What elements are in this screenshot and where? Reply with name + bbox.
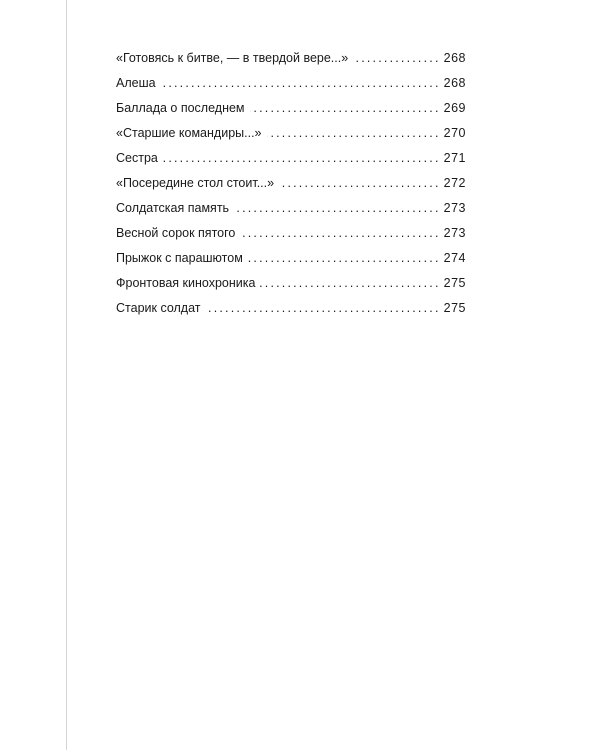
toc-dot-leader [234,201,441,215]
toc-entry-page: 273 [443,226,466,240]
toc-entry [116,151,466,176]
toc-entry [116,51,466,76]
toc-entry [116,101,466,126]
toc-dot-leader [267,126,441,140]
toc-entry-page: 271 [443,151,466,165]
toc-entry [116,226,466,251]
toc-dot-leader [240,226,440,240]
toc-dot-leader [163,151,441,165]
toc-entry [116,251,466,276]
toc-entry-title: Алеша [116,76,156,90]
toc-entry-title: Старик солдат [116,301,201,315]
page-edge-divider [66,0,67,750]
toc-entry-page: 272 [443,176,466,190]
toc-dot-leader [206,301,441,315]
toc-entry [116,176,466,201]
toc-dot-leader [353,51,440,65]
toc-entry-page: 268 [443,76,466,90]
toc-entry-page: 268 [443,51,466,65]
toc-entry-title: Фронтовая кинохроника [116,276,256,290]
toc-entry-page: 275 [443,276,466,290]
toc-entry-title: Солдатская память [116,201,230,215]
toc-dot-leader [279,176,441,190]
table-of-contents [116,51,466,326]
toc-entry-page: 275 [443,301,466,315]
toc-entry-title: «Готовясь к битве, — в твердой вере...» [116,51,349,65]
toc-dot-leader [161,76,441,90]
toc-dot-leader [248,251,441,265]
toc-entry [116,76,466,101]
toc-entry [116,276,466,301]
toc-entry-page: 270 [443,126,466,140]
toc-entry-title: «Посередине стол стоит...» [116,176,275,190]
toc-dot-leader [260,276,440,290]
toc-entry-title: Баллада о последнем [116,101,245,115]
toc-entry-page: 273 [443,201,466,215]
toc-entry-title: Сестра [116,151,158,165]
toc-dot-leader [250,101,441,115]
toc-entry [116,301,466,326]
toc-entry-title: Прыжок с парашютом [116,251,243,265]
toc-entry [116,201,466,226]
toc-entry-title: Весной сорок пятого [116,226,236,240]
toc-entry-page: 269 [443,101,466,115]
toc-entry [116,126,466,151]
toc-entry-page: 274 [443,251,466,265]
toc-entry-title: «Старшие командиры...» [116,126,262,140]
